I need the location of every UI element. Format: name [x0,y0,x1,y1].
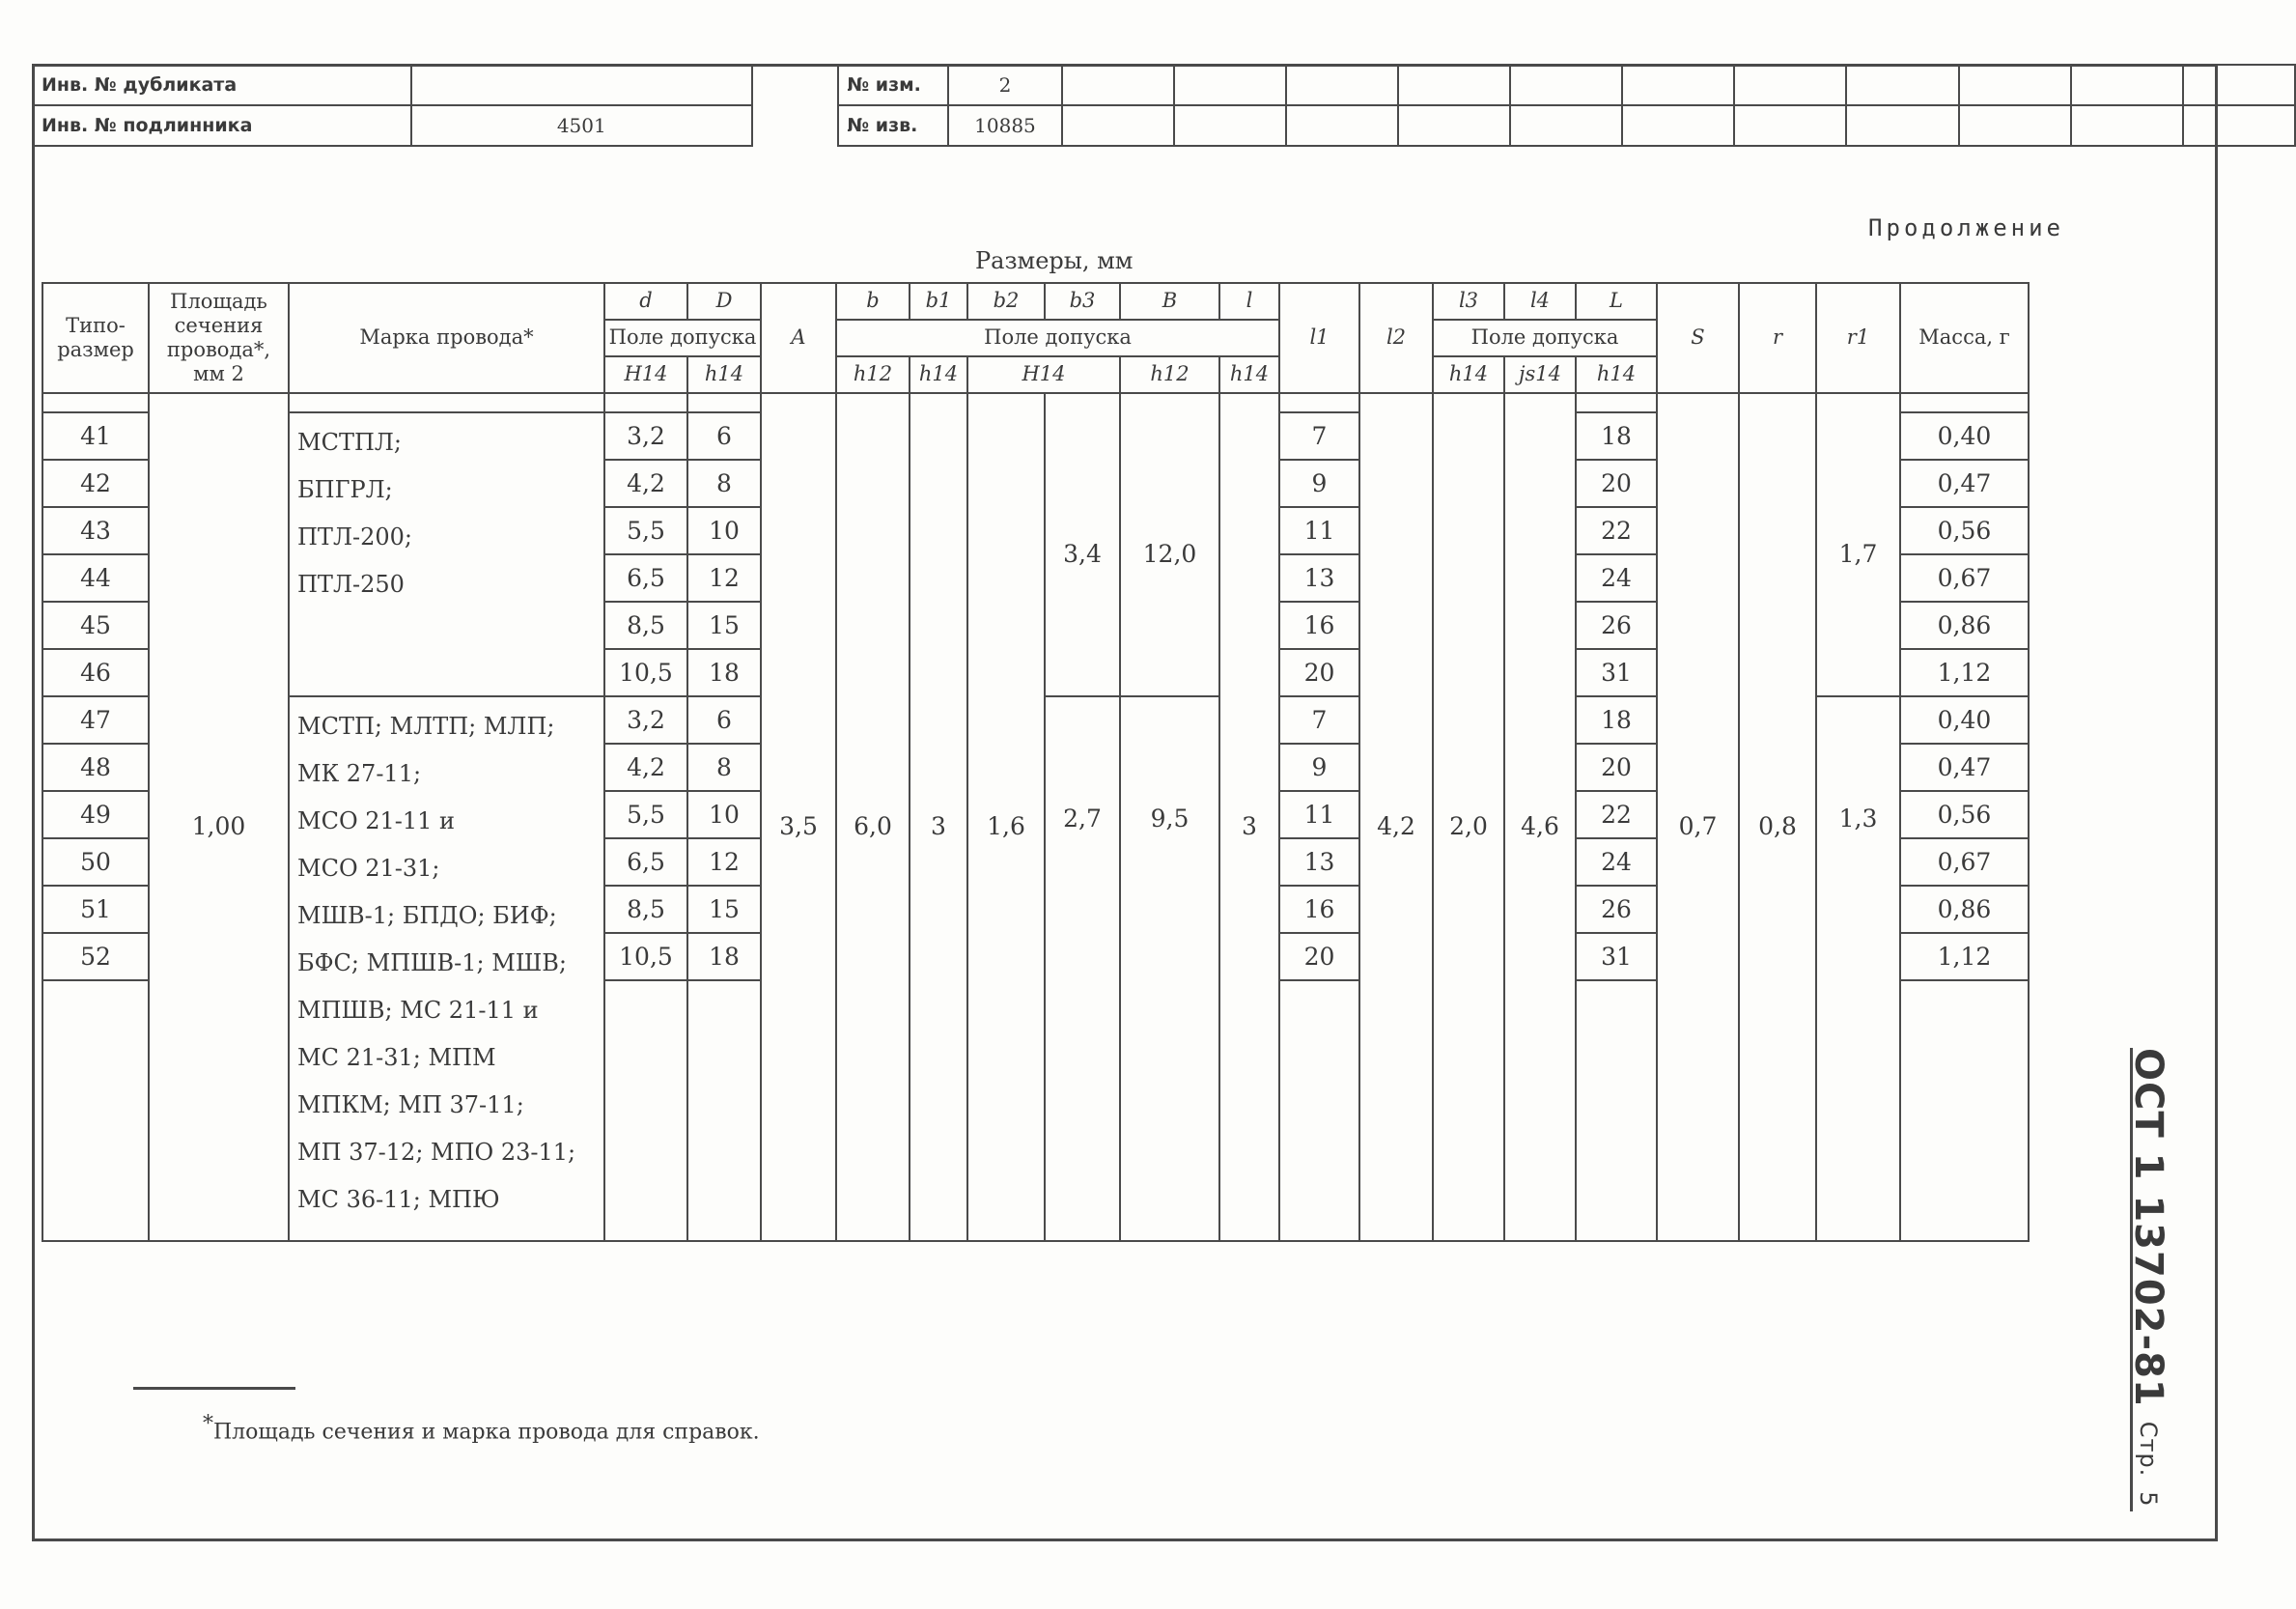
table-cell [604,980,687,1241]
continuation-label: Продолжение [1868,214,2064,241]
page-label: Стр. [2135,1421,2162,1478]
table-cell: 6,5 [604,838,687,886]
l3-cell: 2,0 [1433,412,1504,1241]
footnote-mark: * [203,1412,213,1436]
marks-group-1: МСТПЛ; БПГРЛ; ПТЛ-200; ПТЛ-250 [289,412,604,696]
table-cell: 7 [1279,412,1359,460]
table-cell: 0,40 [1900,412,2029,460]
stamp-cell [1286,105,1398,146]
change-label: № изм. [838,65,948,105]
table-cell: 0,47 [1900,744,2029,791]
stamp-cell [1846,105,1958,146]
b-cell: 6,0 [836,412,910,1241]
col-type-size: Типо-размер [42,283,149,393]
table-cell [1576,980,1657,1241]
table-cell: 31 [1576,649,1657,696]
table-cell: 15 [687,602,761,649]
table-cell: 16 [1279,886,1359,933]
stamp-cell [1622,105,1734,146]
col-l4: l4 [1504,283,1576,320]
marks-group-2: МСТП; МЛТП; МЛП; МК 27-11; МСО 21-11 и МСО 21-31; МШВ-1; БПДО; БИФ; БФС; МПШВ-1; МШВ; МПШВ; МС 21-11 и МС 21-31; МПМ МПКМ; МП 37-11; МП 37-12; МПО 23-11; МС 36-11; МПЮ [289,696,604,1241]
footnote [203,1412,760,1444]
table-cell [42,980,149,1241]
table-cell: 22 [1576,507,1657,554]
table-cell: 12 [687,838,761,886]
table-cell: 11 [1279,507,1359,554]
table-cell: 44 [42,554,149,602]
table-cell: 47 [42,696,149,744]
A-cell: 3,5 [761,412,836,1241]
stamp-cell [1062,105,1174,146]
tol-l3: h14 [1433,356,1504,393]
table-cell: 31 [1576,933,1657,980]
table-cell: 0,86 [1900,886,2029,933]
col-S: S [1657,283,1739,393]
table-cell: 0,56 [1900,791,2029,838]
notice-label: № изв. [838,105,948,146]
table-cell [910,393,967,412]
col-d: d [604,283,687,320]
table-cell [289,393,604,412]
table-cell: 10,5 [604,649,687,696]
table-cell [687,980,761,1241]
table-cell: 48 [42,744,149,791]
table-cell: 18 [1576,696,1657,744]
table-cell: 16 [1279,602,1359,649]
table-cell: 12 [687,554,761,602]
col-B: B [1120,283,1219,320]
tol-l: h14 [1219,356,1279,393]
table-cell [761,393,836,412]
sizes-caption: Размеры, мм [975,247,1134,274]
col-D: D [687,283,761,320]
col-b2: b2 [967,283,1045,320]
table-cell: 24 [1576,554,1657,602]
doc-code-block [2114,1048,2172,1511]
table-cell: 3,2 [604,412,687,460]
table-cell [967,393,1045,412]
stamp-cell [1510,105,1622,146]
stamp-cell [1959,65,2071,105]
table-cell: 15 [687,886,761,933]
col-l2: l2 [1359,283,1433,393]
stamp-cell [1510,65,1622,105]
table-cell: 9 [1279,460,1359,507]
col-r1: r1 [1816,283,1900,393]
tol-field-dD: Поле допуска [604,320,761,356]
table-cell: 20 [1576,460,1657,507]
table-cell [1576,393,1657,412]
table-cell [42,393,149,412]
table-cell [1219,393,1279,412]
tol-d: H14 [604,356,687,393]
table-cell: 3,2 [604,696,687,744]
l2-cell: 4,2 [1359,412,1433,1241]
table-cell: 9 [1279,744,1359,791]
table-cell [1359,393,1433,412]
col-L: L [1576,283,1657,320]
S-cell: 0,7 [1657,412,1739,1241]
dimensions-table [42,282,2030,1242]
table-cell: 10,5 [604,933,687,980]
stamp-cell [1174,65,1286,105]
table-cell: 24 [1576,838,1657,886]
stamp-cell [2183,65,2295,105]
table-cell: 22 [1576,791,1657,838]
b1-cell: 3 [910,412,967,1241]
table-cell: 11 [1279,791,1359,838]
stamp-cell [1062,65,1174,105]
table-cell: 52 [42,933,149,980]
table-cell [836,393,910,412]
stamp-gap [752,65,838,105]
table-cell: 45 [42,602,149,649]
B-group-2: 9,5 [1120,696,1219,1241]
tol-b: h12 [836,356,910,393]
table-cell [604,393,687,412]
table-cell: 46 [42,649,149,696]
table-cell: 0,56 [1900,507,2029,554]
table-cell: 0,47 [1900,460,2029,507]
table-cell: 8 [687,460,761,507]
table-cell: 4,2 [604,460,687,507]
col-b: b [836,283,910,320]
table-cell: 18 [687,649,761,696]
dup-value [411,65,752,105]
table-cell: 0,86 [1900,602,2029,649]
table-cell: 8,5 [604,886,687,933]
table-cell [149,393,289,412]
r1-group-1: 1,7 [1816,412,1900,696]
table-cell: 0,67 [1900,838,2029,886]
table-spacer-row [42,393,2029,412]
table-cell: 20 [1576,744,1657,791]
stamp-cell [1398,105,1510,146]
table-cell: 6 [687,696,761,744]
footnote-text: Площадь сечения и марка провода для справок. [213,1420,760,1445]
table-cell [1279,980,1359,1241]
table-cell: 41 [42,412,149,460]
tol-field-b: Поле допуска [836,320,1279,356]
table-cell [1279,393,1359,412]
stamp-cell [2071,65,2183,105]
doc-code: ОСТ 1 13702-81 [2126,1048,2170,1407]
table-cell: 18 [1576,412,1657,460]
stamp-cell [1734,105,1846,146]
stamp-cell [1174,105,1286,146]
table-cell: 4,2 [604,744,687,791]
col-b3: b3 [1045,283,1120,320]
table-cell [1120,393,1219,412]
col-A: A [761,283,836,393]
stamp-cell [1286,65,1398,105]
table-cell: 49 [42,791,149,838]
stamp-gap [752,105,838,146]
inventory-stamp [32,64,2296,147]
table-cell [1816,393,1900,412]
area-cell: 1,00 [149,412,289,1241]
table-cell: 0,67 [1900,554,2029,602]
col-b1: b1 [910,283,967,320]
col-l: l [1219,283,1279,320]
col-area: Площадь сечения провода*, мм 2 [149,283,289,393]
footnote-rule [133,1387,295,1390]
page-number: 5 [2135,1491,2162,1508]
tol-B: h12 [1120,356,1219,393]
table-row [42,412,2029,460]
B-group-1: 12,0 [1120,412,1219,696]
table-cell [1900,393,2029,412]
tol-L: h14 [1576,356,1657,393]
b3-group-1: 3,4 [1045,412,1120,696]
table-cell [687,393,761,412]
table-cell: 20 [1279,649,1359,696]
col-r: r [1739,283,1816,393]
table-cell: 8 [687,744,761,791]
l-cell: 3 [1219,412,1279,1241]
table-cell: 8,5 [604,602,687,649]
stamp-cell [1398,65,1510,105]
table-cell: 51 [42,886,149,933]
table-cell: 18 [687,933,761,980]
tol-b1: h14 [910,356,967,393]
table-cell: 50 [42,838,149,886]
table-cell: 26 [1576,602,1657,649]
table-cell: 10 [687,791,761,838]
table-cell: 5,5 [604,507,687,554]
table-cell: 6 [687,412,761,460]
table-cell: 42 [42,460,149,507]
tol-l4: js14 [1504,356,1576,393]
orig-label: Инв. № подлинника [33,105,411,146]
table-cell [1657,393,1739,412]
tol-D: h14 [687,356,761,393]
table-cell: 5,5 [604,791,687,838]
stamp-cell [1734,65,1846,105]
stamp-cell [2183,105,2295,146]
table-cell: 0,40 [1900,696,2029,744]
table-cell: 1,12 [1900,933,2029,980]
table-cell [1045,393,1120,412]
stamp-cell [2071,105,2183,146]
table-cell: 13 [1279,838,1359,886]
l4-cell: 4,6 [1504,412,1576,1241]
table-cell: 13 [1279,554,1359,602]
r1-group-2: 1,3 [1816,696,1900,1241]
tol-b2-b3: H14 [967,356,1120,393]
table-cell: 7 [1279,696,1359,744]
table-cell [1433,393,1504,412]
b3-group-2: 2,7 [1045,696,1120,1241]
table-cell: 6,5 [604,554,687,602]
r-cell: 0,8 [1739,412,1816,1241]
table-cell [1900,980,2029,1241]
table-cell: 1,12 [1900,649,2029,696]
change-value: 2 [948,65,1062,105]
stamp-cell [1846,65,1958,105]
table-cell: 10 [687,507,761,554]
col-l1: l1 [1279,283,1359,393]
notice-value: 10885 [948,105,1062,146]
table-cell: 26 [1576,886,1657,933]
orig-value: 4501 [411,105,752,146]
stamp-cell [1622,65,1734,105]
table-cell: 43 [42,507,149,554]
col-mass: Масса, г [1900,283,2029,393]
table-cell: 20 [1279,933,1359,980]
col-mark: Марка провода* [289,283,604,393]
table-cell [1504,393,1576,412]
stamp-cell [1959,105,2071,146]
tol-field-l: Поле допуска [1433,320,1657,356]
table-cell [1739,393,1816,412]
b2-cell: 1,6 [967,412,1045,1241]
dup-label: Инв. № дубликата [33,65,411,105]
col-l3: l3 [1433,283,1504,320]
